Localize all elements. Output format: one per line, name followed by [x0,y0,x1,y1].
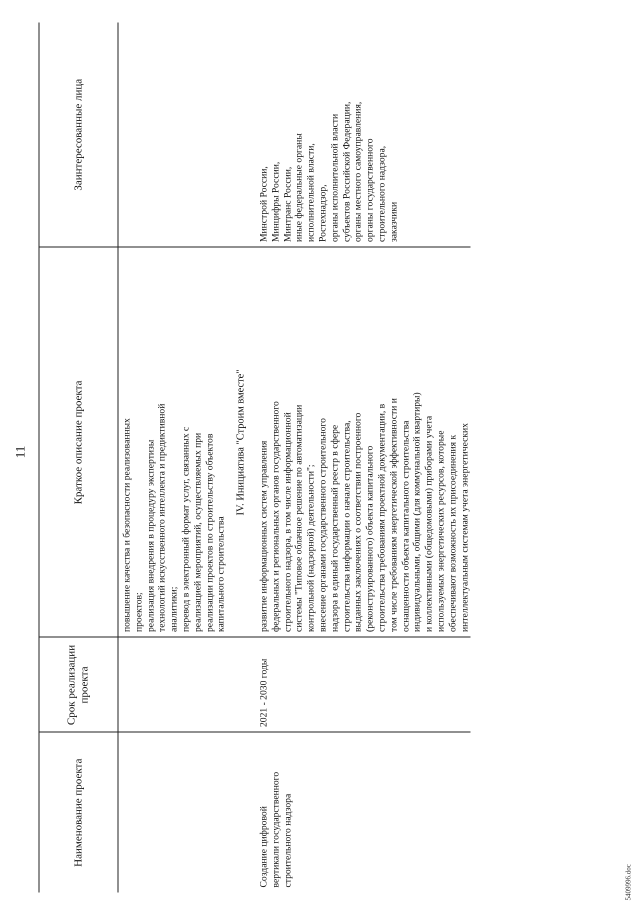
description-line: контрольной (надзорной) деятельности"; [305,464,317,632]
description-line: строительного надзора, в том числе информационной [282,412,294,632]
description-line: строительства информации о начале строительства, [341,420,353,632]
description-line: технологий искусственного интеллекта и предиктивной [156,403,168,632]
description-line: аналитики; [168,586,180,632]
cell-empty-stakeholders [228,23,256,248]
cell-empty-stakeholders [118,23,228,248]
rotated-page [1,0,640,905]
stakeholder-line: заказчики [388,201,400,242]
description-line: реализация внедрения в процедуру экспертизы [145,439,157,632]
project-name-line: Создание цифровой [258,806,270,888]
cell-project-stakeholders [255,23,470,248]
description-line: (реконструированного) объекта капитального [364,445,376,632]
description-line: том числе требованиям энергетической эффективности и [388,398,400,632]
description-line: реализацией мероприятий, осуществляемых при [192,432,204,632]
description-line: реализации проектов по строительству объектов [204,433,216,632]
stakeholder-line: Минтранс России, [282,166,294,242]
header-stakeholders: Заинтересованные лица [39,23,118,248]
description-line: строительства требованиям проектной документации, в [376,403,388,632]
stakeholder-line: строительного надзора, [376,145,388,242]
header-description: Краткое описание проекта [39,248,118,638]
stakeholder-line: субъектов Российской Федерации, [341,101,353,242]
stakeholder-line: исполнительной власти, [305,143,317,242]
initiative-heading: IV. Инициатива "Строим вместе" [228,248,256,638]
description-line: проектов; [133,592,145,632]
description-line: обеспечивают возможность их присоединения к [447,434,459,632]
description-line: внесение органами государственного строительного [317,418,329,632]
description-line: системы "Типовое облачное решение по автоматизации [293,404,305,632]
cell-empty-term [228,638,256,733]
description-line: развитие информационных систем управления [258,440,270,632]
description-line: интеллектуальным системам учета энергетических [459,423,471,632]
description-line: федеральных и региональных органов государственного [270,401,282,632]
description-line: выданных заключениях о соответствии построенного [352,412,364,632]
description-line: повышение качества и безопасности реализованных [121,418,133,632]
description-line: используемых энергетических ресурсов, которые [435,430,447,632]
table-row-project [255,23,470,893]
table-header-row [39,23,118,893]
stakeholder-line: органы местного самоуправления, [352,101,364,242]
header-project-name: Наименование проекта [39,733,118,893]
table-row-initiative [228,23,256,893]
footer-file-code: 5409996.doc [624,864,633,901]
cell-empty-name [118,733,228,893]
project-name-line: вертикали государственного [270,771,282,888]
description-line: оснащенности объекта капитального строительства [400,420,412,632]
cell-project-term: 2021 - 2030 годы [255,638,470,733]
header-term: Срок реализации проекта [39,638,118,733]
description-line: капитального строительства [215,516,227,632]
cell-empty-name [228,733,256,893]
description-line: перевод в электронный формат услуг, связанных с [180,426,192,632]
cell-continuation-description [118,248,228,638]
projects-table [39,23,471,893]
description-line: и коллективными (общедомовыми) приборами учета [423,415,435,632]
stakeholder-line: Минстрой России, [258,166,270,242]
stakeholder-line: Ростехнадзор, [317,184,329,242]
table-row-continuation [118,23,228,893]
cell-project-description [255,248,470,638]
stakeholder-line: органы государственного [364,138,376,242]
cell-empty-term [118,638,228,733]
page-number: 11 [12,445,28,459]
cell-project-name [255,733,470,893]
description-line: индивидуальными, общими (для коммунальной квартиры) [411,392,423,632]
description-line: надзора в единый государственный реестр в сфере [329,424,341,632]
stakeholder-line: иные федеральные органы [293,133,305,242]
stakeholder-line: Минцифры России, [270,161,282,242]
stakeholder-line: органы исполнительной власти [329,113,341,242]
project-name-line: строительного надзора [282,793,294,888]
